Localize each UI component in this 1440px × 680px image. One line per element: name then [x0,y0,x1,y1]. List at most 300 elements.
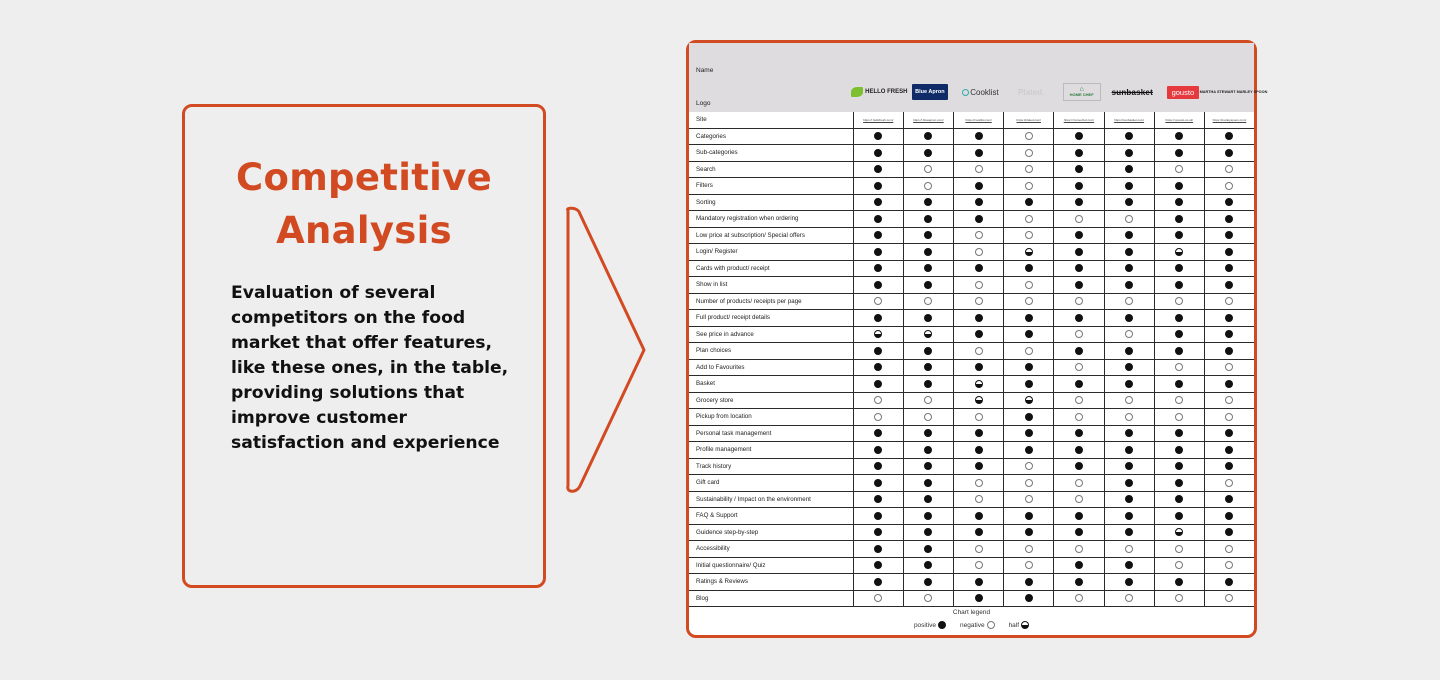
positive-dot-icon [975,182,983,190]
negative-dot-icon [1225,545,1233,553]
rating-cell [1003,327,1053,343]
rating-cell [1003,178,1053,194]
negative-dot-icon [924,396,932,404]
positive-dot-icon [1175,429,1183,437]
positive-dot-icon [1125,561,1133,569]
rating-cell [953,162,1003,178]
negative-dot-icon [1175,297,1183,305]
negative-dot-icon [975,297,983,305]
positive-dot-icon [874,132,882,140]
row-label: Track history [696,462,732,470]
row-label: Login/ Register [696,248,738,256]
negative-dot-icon [1175,413,1183,421]
positive-dot-icon [1175,512,1183,520]
negative-dot-icon [975,479,983,487]
negative-dot-icon [924,297,932,305]
positive-dot-icon [924,462,932,470]
sunbasket-logo: sunbasket [1111,87,1153,97]
positive-dot-icon [1225,215,1233,223]
row-label: Pickup from location [696,413,752,421]
logo-cell [1056,80,1107,104]
positive-dot-icon [1175,198,1183,206]
logo-cell [905,80,956,104]
rating-cell [853,178,903,194]
row-label: Guidence step-by-step [696,528,759,536]
gousto-logo: gousto [1167,86,1199,99]
rating-cell [953,591,1003,607]
name-label: Name [696,67,714,74]
positive-dot-icon [975,446,983,454]
positive-dot-icon [1025,594,1033,602]
rating-cell [1003,195,1053,211]
rating-cell [1053,310,1103,326]
rating-cell [1003,261,1053,277]
positive-dot-icon [874,545,882,553]
table-row [689,327,1254,344]
rating-cell [1104,129,1154,145]
positive-dot-icon [1225,528,1233,536]
rating-cell [1104,574,1154,590]
rating-cell [953,558,1003,574]
table-row [689,294,1254,311]
rating-cell [1154,492,1204,508]
rating-cell [1053,376,1103,392]
row-label: Blog [696,594,709,602]
positive-dot-icon [1075,198,1083,206]
rating-cell [1204,228,1254,244]
negative-dot-icon [975,248,983,256]
positive-dot-icon [975,314,983,322]
rating-cell [1053,459,1103,475]
row-label: Sub-categories [696,149,738,157]
positive-dot-icon [924,264,932,272]
rating-cell [953,261,1003,277]
rating-cell [1104,360,1154,376]
rating-cell [853,591,903,607]
negative-dot-icon [1075,215,1083,223]
site-link[interactable]: https://.homechef.com/ [1053,112,1103,128]
positive-dot-icon [1125,149,1133,157]
positive-dot-icon [924,380,932,388]
row-label: Basket [696,380,715,388]
negative-dot-icon [1075,594,1083,602]
rating-cell [1104,277,1154,293]
site-link[interactable]: https://.gousto.co.uk/ [1154,112,1204,128]
rating-cell [903,162,953,178]
positive-dot-icon [924,495,932,503]
positive-dot-icon [1225,512,1233,520]
rating-cell [1104,393,1154,409]
row-label: Filters [696,182,713,190]
rating-cell [853,459,903,475]
rating-cell [953,376,1003,392]
rating-cell [903,343,953,359]
rating-cell [1154,129,1204,145]
rating-cell [953,195,1003,211]
positive-dot-icon [975,528,983,536]
positive-dot-icon [874,347,882,355]
positive-dot-icon [924,231,932,239]
negative-dot-icon [975,561,983,569]
rating-cell [1003,541,1053,557]
rating-cell [1003,360,1053,376]
rating-cell [1003,475,1053,491]
rating-cell [1204,327,1254,343]
rating-cell [853,426,903,442]
row-label: Show in list [696,281,728,289]
rating-cell [1204,195,1254,211]
positive-dot-icon [1075,132,1083,140]
negative-dot-icon [1075,495,1083,503]
positive-dot-icon [874,528,882,536]
row-label: Number of products/ receipts per page [696,297,802,305]
rating-cell [1154,459,1204,475]
plated-logo: Plated. [1017,87,1045,97]
row-label: Initial questionnaire/ Quiz [696,561,766,569]
table-header [689,43,1268,112]
table-row [689,376,1254,393]
rating-cell [1053,343,1103,359]
rating-cell [903,442,953,458]
rating-cell [1003,294,1053,310]
rating-cell [1053,409,1103,425]
negative-dot-icon [1125,396,1133,404]
positive-dot-icon [975,462,983,470]
positive-dot-icon [874,561,882,569]
negative-dot-icon [975,281,983,289]
rating-cell [953,228,1003,244]
row-label: Profile management [696,446,752,454]
table-row [689,310,1254,327]
negative-dot-icon [1025,297,1033,305]
rating-cell [903,475,953,491]
rating-cell [1003,244,1053,260]
negative-dot-icon [1175,363,1183,371]
positive-dot-icon [1225,231,1233,239]
positive-dot-icon [1125,528,1133,536]
table-row [689,195,1254,212]
rating-cell [1003,508,1053,524]
table-row [689,145,1254,162]
positive-dot-icon [1225,578,1233,586]
rating-cell [1204,261,1254,277]
rating-cell [953,574,1003,590]
positive-dot-icon [1075,347,1083,355]
positive-dot-icon [1225,149,1233,157]
positive-dot-icon [1125,248,1133,256]
rating-cell [1003,228,1053,244]
row-label: Site [696,116,707,124]
rating-cell [903,409,953,425]
rating-cell [1204,277,1254,293]
negative-dot-icon [1225,594,1233,602]
rating-cell [953,525,1003,541]
rating-cell [953,244,1003,260]
table-row [689,558,1254,575]
positive-dot-icon [1225,446,1233,454]
table-row [689,508,1254,525]
rating-cell [853,327,903,343]
legend-title: Chart legend [952,609,991,616]
rating-cell [953,508,1003,524]
positive-dot-icon [975,330,983,338]
negative-dot-icon [1225,363,1233,371]
rating-cell [1003,393,1053,409]
positive-dot-icon [1025,363,1033,371]
rating-cell [953,343,1003,359]
table-row [689,393,1254,410]
positive-dot-icon [1225,429,1233,437]
negative-dot-icon [1025,165,1033,173]
table-row [689,525,1254,542]
positive-dot-icon [1125,198,1133,206]
site-link[interactable]: https://cooklist.com/ [953,112,1003,128]
rating-cell [1154,211,1204,227]
rating-cell [903,310,953,326]
rating-cell [903,393,953,409]
rating-cell [1003,574,1053,590]
positive-dot-icon [1025,528,1033,536]
table-row [689,244,1254,261]
rating-cell [953,294,1003,310]
rating-cell [1053,162,1103,178]
rating-cell [853,525,903,541]
rating-cell [953,393,1003,409]
table-row [689,409,1254,426]
negative-dot-icon [1075,396,1083,404]
rating-cell [853,508,903,524]
positive-dot-icon [1075,231,1083,239]
site-link[interactable]: https://plated.com/ [1003,112,1053,128]
rating-cell [853,129,903,145]
positive-dot-icon [1075,561,1083,569]
rating-cell [1204,541,1254,557]
comparison-table [686,40,1268,638]
positive-dot-icon [1125,380,1133,388]
rating-cell [953,426,1003,442]
rating-cell [1204,426,1254,442]
rating-cell [903,178,953,194]
rating-cell [953,459,1003,475]
negative-dot-icon [924,594,932,602]
negative-dot-icon [1125,594,1133,602]
negative-dot-icon [874,297,882,305]
negative-dot-icon [1025,479,1033,487]
rating-cell [1053,129,1103,145]
rating-cell [1003,442,1053,458]
positive-dot-icon [1175,132,1183,140]
half-dot-icon [924,330,932,338]
positive-dot-icon [1175,149,1183,157]
row-label: Personal task management [696,429,772,437]
positive-dot-icon [1075,462,1083,470]
site-link[interactable]: https://.blueapron.com/ [903,112,953,128]
rating-cell [1104,492,1154,508]
positive-dot-icon [1025,413,1033,421]
legend-negative-label: negative [959,621,985,629]
intro-card [182,104,546,588]
rating-cell [1154,591,1204,607]
rating-cell [853,310,903,326]
table-row [689,426,1254,443]
positive-dot-icon [1025,314,1033,322]
rating-cell [1154,525,1204,541]
positive-dot-icon [1075,380,1083,388]
table-row [689,129,1254,146]
table-row [689,442,1254,459]
positive-dot-icon [874,264,882,272]
rating-cell [1104,426,1154,442]
positive-dot-icon [1175,281,1183,289]
logo-cell [1006,80,1057,104]
rating-cell [1104,195,1154,211]
positive-dot-icon [1025,264,1033,272]
rating-cell [1003,459,1053,475]
legend-half-label: half [1008,621,1020,629]
rating-cell [1003,162,1053,178]
negative-dot-icon [1125,413,1133,421]
positive-dot-icon [924,248,932,256]
positive-dot-icon [874,578,882,586]
rating-cell [1003,211,1053,227]
rating-cell [853,475,903,491]
rating-cell [1104,558,1154,574]
row-label: Low price at subscription/ Special offers [696,231,805,239]
rating-cell [903,525,953,541]
rating-cell [1104,294,1154,310]
rating-cell [1053,525,1103,541]
positive-dot-icon [1025,446,1033,454]
rating-cell [1003,591,1053,607]
negative-dot-icon [1075,330,1083,338]
table-row [689,261,1254,278]
rating-cell [1053,574,1103,590]
positive-dot-icon [924,528,932,536]
negative-dot-icon [1225,561,1233,569]
negative-dot-icon [874,413,882,421]
negative-dot-icon [1025,347,1033,355]
rating-cell [1154,574,1204,590]
rating-cell [1154,145,1204,161]
table-row [689,277,1254,294]
positive-dot-icon [1125,231,1133,239]
positive-dot-icon [1075,446,1083,454]
positive-dot-icon [924,479,932,487]
logo-cell [1107,80,1158,104]
rating-cell [1154,261,1204,277]
positive-dot-icon [1175,479,1183,487]
rating-cell [1154,343,1204,359]
rating-cell [1104,591,1154,607]
legend-negative [960,621,995,629]
rating-cell [1154,360,1204,376]
table-row [689,574,1254,591]
arrow-right-icon [560,200,650,500]
rating-cell [1154,277,1204,293]
site-link[interactable]: https://marleyspoon.com/ [1204,112,1254,128]
table-row [689,162,1254,179]
negative-dot-icon [975,231,983,239]
table-row [689,211,1254,228]
positive-dot-icon [1125,264,1133,272]
positive-dot-icon [1125,132,1133,140]
site-link[interactable]: https://.hellofresh.com/ [853,112,903,128]
rating-cell [1204,459,1254,475]
positive-dot-icon [1025,330,1033,338]
positive-dot-icon [1175,330,1183,338]
positive-dot-icon [1125,347,1133,355]
rating-cell [1204,129,1254,145]
rating-cell [953,442,1003,458]
rating-cell [1204,525,1254,541]
marley-spoon-logo: MARTHA STEWART MARLEY SPOON [1199,89,1268,94]
rating-cell [853,393,903,409]
rating-cell [903,228,953,244]
half-dot-icon [1175,528,1183,536]
positive-dot-icon [975,215,983,223]
logo-cell [854,80,908,104]
rating-cell [1053,277,1103,293]
positive-dot-icon [1075,512,1083,520]
positive-dot-icon [924,347,932,355]
rating-cell [1053,178,1103,194]
positive-dot-icon [1175,182,1183,190]
negative-dot-icon [1175,561,1183,569]
positive-dot-icon [924,429,932,437]
positive-dot-icon [1075,248,1083,256]
half-dot-icon [1025,248,1033,256]
rating-cell [853,541,903,557]
positive-dot-icon [874,479,882,487]
negative-dot-icon [1025,182,1033,190]
row-label: Accessibility [696,545,730,553]
rating-cell [853,195,903,211]
rating-cell [853,162,903,178]
positive-dot-icon [1075,182,1083,190]
rating-cell [1104,475,1154,491]
positive-dot-icon [1125,314,1133,322]
rating-cell [1154,558,1204,574]
negative-dot-icon [1075,297,1083,305]
rating-cell [1053,393,1103,409]
legend-half [1009,621,1029,629]
negative-dot-icon [1225,396,1233,404]
rating-cell [853,211,903,227]
positive-dot-icon [1025,578,1033,586]
rating-cell [1154,327,1204,343]
table-row [689,492,1254,509]
negative-dot-icon [975,347,983,355]
rating-cell [1104,145,1154,161]
negative-dot-icon [1025,149,1033,157]
row-label: Mandatory registration when ordering [696,215,799,223]
positive-dot-icon [924,561,932,569]
positive-dot-icon [1225,314,1233,322]
rating-cell [1154,409,1204,425]
rating-cell [903,426,953,442]
positive-dot-icon [874,215,882,223]
rating-cell [1154,294,1204,310]
rating-cell [853,261,903,277]
negative-dot-icon [1025,545,1033,553]
rating-cell [903,261,953,277]
positive-dot-icon [1125,462,1133,470]
rating-cell [903,195,953,211]
rating-cell [1003,426,1053,442]
table-row [689,591,1254,608]
site-link[interactable]: https://sunbasket.com/ [1104,112,1154,128]
positive-dot-icon [1225,264,1233,272]
